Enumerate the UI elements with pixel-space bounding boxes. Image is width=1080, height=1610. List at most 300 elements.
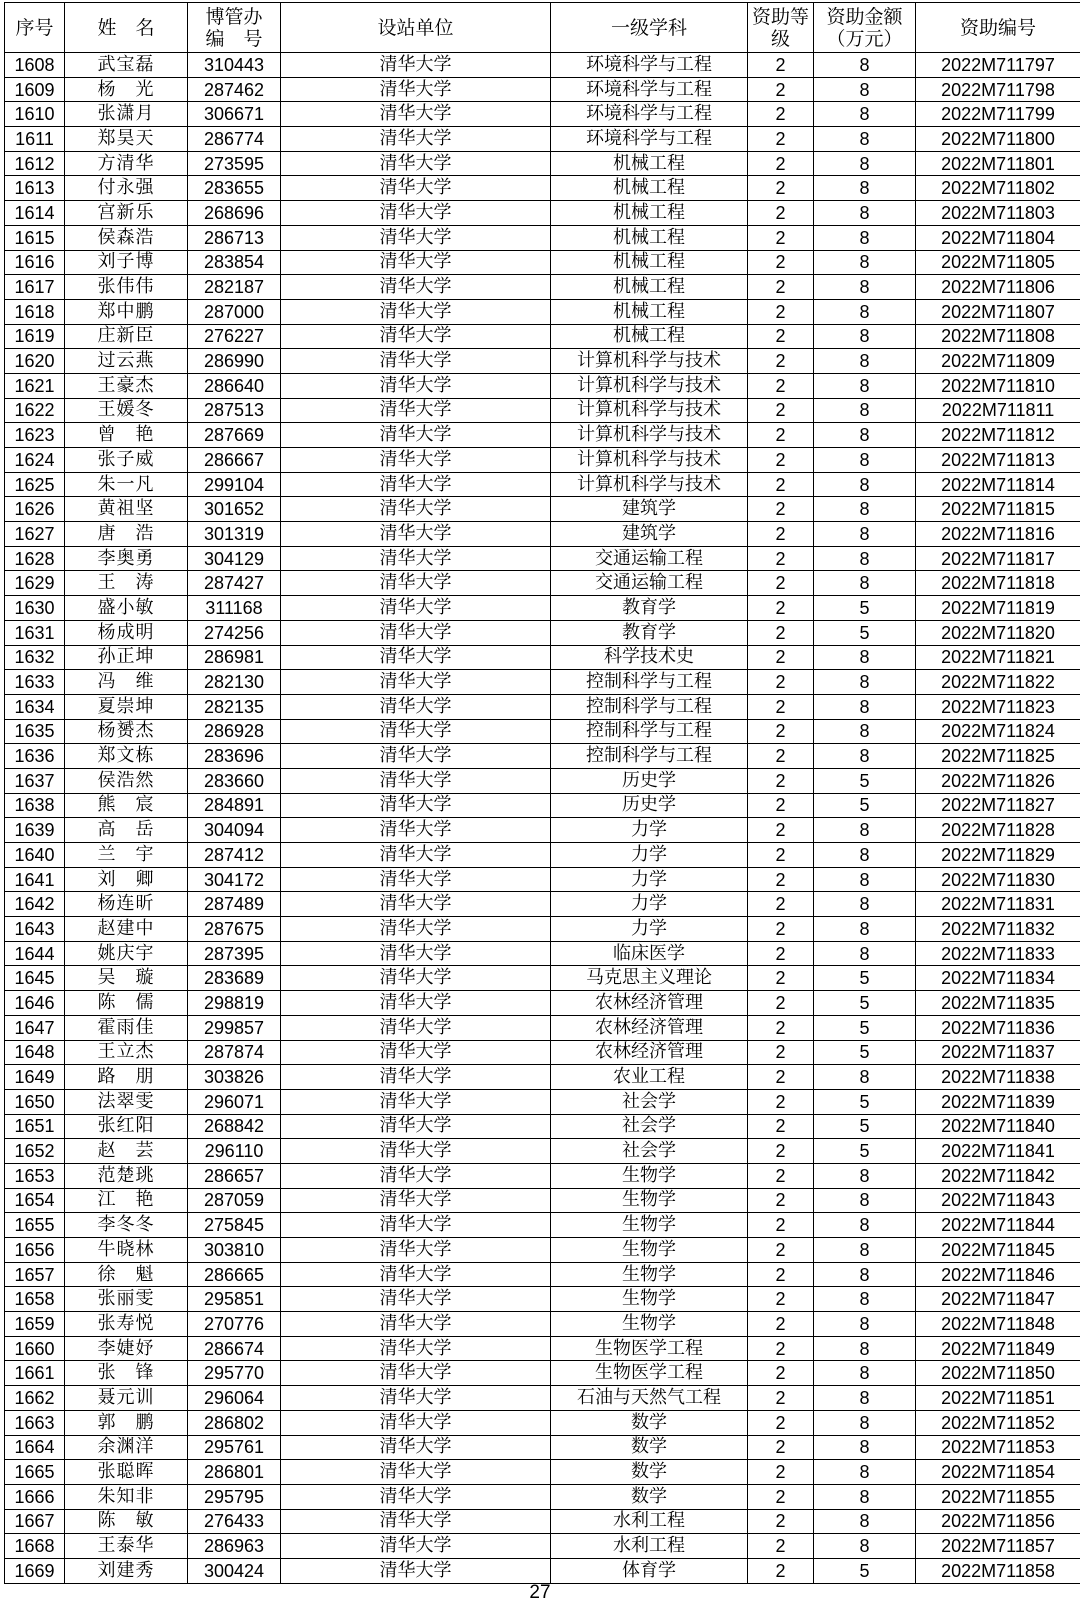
cell-grant-no: 2022M711836: [916, 1015, 1080, 1040]
cell-level: 2: [748, 1163, 814, 1188]
cell-grant-no: 2022M711801: [916, 151, 1080, 176]
cell-code: 268842: [188, 1114, 281, 1139]
cell-seq: 1617: [5, 275, 65, 300]
cell-grant-no: 2022M711842: [916, 1163, 1080, 1188]
cell-code: 287675: [188, 917, 281, 942]
cell-name: 赵 芸: [65, 1139, 188, 1164]
cell-level: 2: [748, 744, 814, 769]
cell-unit: 清华大学: [281, 1163, 551, 1188]
cell-subject: 机械工程: [551, 275, 748, 300]
table-row: [5, 1015, 1080, 1040]
cell-level: 2: [748, 1361, 814, 1386]
cell-name: 余渊洋: [65, 1435, 188, 1460]
table-row: [5, 1089, 1080, 1114]
table-row: [5, 793, 1080, 818]
cell-grant-no: 2022M711816: [916, 522, 1080, 547]
cell-unit: 清华大学: [281, 1410, 551, 1435]
cell-level: 2: [748, 1386, 814, 1411]
cell-level: 2: [748, 373, 814, 398]
cell-amount: 8: [814, 1336, 916, 1361]
cell-name: 侯森浩: [65, 225, 188, 250]
cell-level: 2: [748, 917, 814, 942]
cell-grant-no: 2022M711799: [916, 102, 1080, 127]
cell-amount: 8: [814, 151, 916, 176]
cell-seq: 1642: [5, 892, 65, 917]
cell-amount: 5: [814, 1015, 916, 1040]
cell-subject: 数学: [551, 1410, 748, 1435]
cell-seq: 1623: [5, 423, 65, 448]
cell-subject: 生物学: [551, 1163, 748, 1188]
cell-subject: 机械工程: [551, 225, 748, 250]
table-row: [5, 670, 1080, 695]
cell-name: 吴 璇: [65, 966, 188, 991]
cell-level: 2: [748, 719, 814, 744]
table-row: [5, 596, 1080, 621]
cell-amount: 8: [814, 398, 916, 423]
cell-amount: 8: [814, 892, 916, 917]
cell-code: 287000: [188, 299, 281, 324]
cell-level: 2: [748, 1484, 814, 1509]
cell-code: 286640: [188, 373, 281, 398]
cell-name: 朱知非: [65, 1484, 188, 1509]
cell-code: 268696: [188, 201, 281, 226]
cell-seq: 1668: [5, 1534, 65, 1559]
cell-unit: 清华大学: [281, 966, 551, 991]
cell-unit: 清华大学: [281, 917, 551, 942]
cell-subject: 教育学: [551, 596, 748, 621]
cell-grant-no: 2022M711823: [916, 694, 1080, 719]
cell-subject: 数学: [551, 1435, 748, 1460]
cell-code: 310443: [188, 53, 281, 78]
cell-amount: 5: [814, 793, 916, 818]
cell-amount: 8: [814, 843, 916, 868]
cell-grant-no: 2022M711807: [916, 299, 1080, 324]
cell-unit: 清华大学: [281, 1287, 551, 1312]
cell-unit: 清华大学: [281, 596, 551, 621]
header-name: 姓 名: [65, 3, 188, 53]
cell-subject: 环境科学与工程: [551, 127, 748, 152]
cell-seq: 1620: [5, 349, 65, 374]
table-row: [5, 1460, 1080, 1485]
cell-subject: 交通运输工程: [551, 571, 748, 596]
cell-seq: 1611: [5, 127, 65, 152]
table-row: [5, 299, 1080, 324]
cell-unit: 清华大学: [281, 151, 551, 176]
cell-unit: 清华大学: [281, 1015, 551, 1040]
grant-table: [4, 2, 1080, 1584]
cell-grant-no: 2022M711819: [916, 596, 1080, 621]
cell-name: 陈 儒: [65, 991, 188, 1016]
cell-seq: 1658: [5, 1287, 65, 1312]
cell-level: 2: [748, 1188, 814, 1213]
cell-unit: 清华大学: [281, 1213, 551, 1238]
cell-subject: 环境科学与工程: [551, 77, 748, 102]
cell-level: 2: [748, 991, 814, 1016]
cell-seq: 1651: [5, 1114, 65, 1139]
table-row: [5, 1312, 1080, 1337]
cell-code: 283696: [188, 744, 281, 769]
cell-name: 聂元训: [65, 1386, 188, 1411]
cell-unit: 清华大学: [281, 1484, 551, 1509]
cell-name: 王豪杰: [65, 373, 188, 398]
cell-unit: 清华大学: [281, 768, 551, 793]
header-grant-no: 资助编号: [916, 3, 1080, 53]
table-row: [5, 423, 1080, 448]
table-row: [5, 744, 1080, 769]
cell-name: 法翠雯: [65, 1089, 188, 1114]
cell-unit: 清华大学: [281, 892, 551, 917]
cell-seq: 1669: [5, 1558, 65, 1583]
cell-seq: 1650: [5, 1089, 65, 1114]
cell-code: 299857: [188, 1015, 281, 1040]
cell-code: 304129: [188, 546, 281, 571]
cell-name: 夏崇坤: [65, 694, 188, 719]
cell-amount: 8: [814, 349, 916, 374]
cell-grant-no: 2022M711830: [916, 867, 1080, 892]
cell-seq: 1612: [5, 151, 65, 176]
cell-unit: 清华大学: [281, 1509, 551, 1534]
cell-seq: 1624: [5, 448, 65, 473]
cell-subject: 机械工程: [551, 176, 748, 201]
cell-level: 2: [748, 176, 814, 201]
cell-level: 2: [748, 1312, 814, 1337]
cell-grant-no: 2022M711841: [916, 1139, 1080, 1164]
cell-seq: 1618: [5, 299, 65, 324]
cell-subject: 科学技术史: [551, 645, 748, 670]
cell-unit: 清华大学: [281, 77, 551, 102]
cell-level: 2: [748, 1262, 814, 1287]
cell-subject: 计算机科学与技术: [551, 448, 748, 473]
cell-code: 286713: [188, 225, 281, 250]
cell-subject: 控制科学与工程: [551, 719, 748, 744]
cell-amount: 8: [814, 53, 916, 78]
cell-amount: 8: [814, 1534, 916, 1559]
cell-level: 2: [748, 1114, 814, 1139]
header-subject: 一级学科: [551, 3, 748, 53]
table-body: [5, 53, 1080, 1584]
cell-subject: 机械工程: [551, 201, 748, 226]
cell-code: 282135: [188, 694, 281, 719]
cell-name: 王媛冬: [65, 398, 188, 423]
cell-level: 2: [748, 299, 814, 324]
cell-amount: 5: [814, 596, 916, 621]
cell-grant-no: 2022M711853: [916, 1435, 1080, 1460]
cell-seq: 1656: [5, 1238, 65, 1263]
cell-subject: 历史学: [551, 768, 748, 793]
cell-subject: 生物医学工程: [551, 1361, 748, 1386]
table-row: [5, 1435, 1080, 1460]
cell-unit: 清华大学: [281, 1534, 551, 1559]
cell-name: 刘建秀: [65, 1558, 188, 1583]
cell-grant-no: 2022M711827: [916, 793, 1080, 818]
cell-subject: 农业工程: [551, 1065, 748, 1090]
cell-grant-no: 2022M711803: [916, 201, 1080, 226]
cell-subject: 生物学: [551, 1213, 748, 1238]
cell-amount: 8: [814, 941, 916, 966]
cell-grant-no: 2022M711840: [916, 1114, 1080, 1139]
cell-level: 2: [748, 1410, 814, 1435]
table-row: [5, 472, 1080, 497]
cell-grant-no: 2022M711839: [916, 1089, 1080, 1114]
cell-subject: 社会学: [551, 1089, 748, 1114]
cell-unit: 清华大学: [281, 275, 551, 300]
table-row: [5, 966, 1080, 991]
cell-amount: 5: [814, 620, 916, 645]
cell-name: 张子威: [65, 448, 188, 473]
cell-subject: 生物学: [551, 1188, 748, 1213]
cell-code: 282130: [188, 670, 281, 695]
cell-amount: 8: [814, 546, 916, 571]
cell-code: 304094: [188, 818, 281, 843]
cell-seq: 1655: [5, 1213, 65, 1238]
cell-name: 侯浩然: [65, 768, 188, 793]
table-row: [5, 448, 1080, 473]
cell-amount: 8: [814, 522, 916, 547]
table-row: [5, 1361, 1080, 1386]
cell-unit: 清华大学: [281, 1139, 551, 1164]
cell-name: 过云燕: [65, 349, 188, 374]
cell-grant-no: 2022M711814: [916, 472, 1080, 497]
cell-level: 2: [748, 867, 814, 892]
cell-subject: 力学: [551, 843, 748, 868]
cell-code: 287427: [188, 571, 281, 596]
cell-name: 张潇月: [65, 102, 188, 127]
cell-name: 张 锋: [65, 1361, 188, 1386]
cell-code: 286667: [188, 448, 281, 473]
cell-unit: 清华大学: [281, 1558, 551, 1583]
cell-subject: 历史学: [551, 793, 748, 818]
cell-unit: 清华大学: [281, 1361, 551, 1386]
cell-grant-no: 2022M711858: [916, 1558, 1080, 1583]
cell-unit: 清华大学: [281, 1238, 551, 1263]
cell-subject: 交通运输工程: [551, 546, 748, 571]
cell-subject: 环境科学与工程: [551, 53, 748, 78]
cell-grant-no: 2022M711848: [916, 1312, 1080, 1337]
cell-unit: 清华大学: [281, 522, 551, 547]
cell-name: 杨赟杰: [65, 719, 188, 744]
cell-level: 2: [748, 324, 814, 349]
cell-level: 2: [748, 1460, 814, 1485]
cell-unit: 清华大学: [281, 1386, 551, 1411]
cell-level: 2: [748, 201, 814, 226]
table-row: [5, 1040, 1080, 1065]
cell-code: 296071: [188, 1089, 281, 1114]
cell-seq: 1662: [5, 1386, 65, 1411]
cell-seq: 1647: [5, 1015, 65, 1040]
cell-level: 2: [748, 1336, 814, 1361]
cell-code: 300424: [188, 1558, 281, 1583]
cell-amount: 8: [814, 275, 916, 300]
table-row: [5, 127, 1080, 152]
cell-seq: 1610: [5, 102, 65, 127]
table-row: [5, 522, 1080, 547]
cell-name: 徐 魁: [65, 1262, 188, 1287]
table-header: [5, 3, 1080, 53]
cell-level: 2: [748, 349, 814, 374]
cell-level: 2: [748, 966, 814, 991]
table-row: [5, 941, 1080, 966]
cell-level: 2: [748, 472, 814, 497]
cell-seq: 1664: [5, 1435, 65, 1460]
cell-grant-no: 2022M711850: [916, 1361, 1080, 1386]
cell-name: 郭 鹏: [65, 1410, 188, 1435]
cell-code: 306671: [188, 102, 281, 127]
cell-unit: 清华大学: [281, 53, 551, 78]
cell-level: 2: [748, 1534, 814, 1559]
header-level: 资助等 级: [748, 3, 814, 53]
cell-grant-no: 2022M711825: [916, 744, 1080, 769]
cell-code: 270776: [188, 1312, 281, 1337]
cell-subject: 农林经济管理: [551, 1040, 748, 1065]
cell-unit: 清华大学: [281, 349, 551, 374]
cell-code: 286665: [188, 1262, 281, 1287]
cell-unit: 清华大学: [281, 127, 551, 152]
table-row: [5, 1262, 1080, 1287]
cell-seq: 1644: [5, 941, 65, 966]
cell-grant-no: 2022M711805: [916, 250, 1080, 275]
table-row: [5, 1484, 1080, 1509]
cell-name: 郑昊天: [65, 127, 188, 152]
cell-seq: 1648: [5, 1040, 65, 1065]
cell-name: 宫新乐: [65, 201, 188, 226]
cell-code: 304172: [188, 867, 281, 892]
cell-code: 282187: [188, 275, 281, 300]
cell-unit: 清华大学: [281, 843, 551, 868]
cell-grant-no: 2022M711847: [916, 1287, 1080, 1312]
cell-amount: 5: [814, 1558, 916, 1583]
cell-grant-no: 2022M711831: [916, 892, 1080, 917]
cell-unit: 清华大学: [281, 423, 551, 448]
cell-name: 张红阳: [65, 1114, 188, 1139]
cell-subject: 控制科学与工程: [551, 694, 748, 719]
cell-level: 2: [748, 818, 814, 843]
cell-name: 张丽雯: [65, 1287, 188, 1312]
cell-seq: 1638: [5, 793, 65, 818]
cell-level: 2: [748, 1065, 814, 1090]
cell-subject: 建筑学: [551, 522, 748, 547]
cell-amount: 8: [814, 1312, 916, 1337]
cell-seq: 1633: [5, 670, 65, 695]
cell-subject: 生物学: [551, 1312, 748, 1337]
cell-seq: 1643: [5, 917, 65, 942]
cell-grant-no: 2022M711854: [916, 1460, 1080, 1485]
cell-seq: 1667: [5, 1509, 65, 1534]
cell-unit: 清华大学: [281, 1089, 551, 1114]
cell-grant-no: 2022M711813: [916, 448, 1080, 473]
table-row: [5, 620, 1080, 645]
cell-grant-no: 2022M711798: [916, 77, 1080, 102]
cell-name: 李冬冬: [65, 1213, 188, 1238]
cell-name: 牛晓林: [65, 1238, 188, 1263]
cell-seq: 1626: [5, 497, 65, 522]
cell-grant-no: 2022M711815: [916, 497, 1080, 522]
cell-amount: 8: [814, 744, 916, 769]
cell-grant-no: 2022M711833: [916, 941, 1080, 966]
cell-level: 2: [748, 571, 814, 596]
cell-level: 2: [748, 398, 814, 423]
table-row: [5, 225, 1080, 250]
table-row: [5, 53, 1080, 78]
cell-code: 298819: [188, 991, 281, 1016]
cell-grant-no: 2022M711797: [916, 53, 1080, 78]
cell-code: 283689: [188, 966, 281, 991]
cell-code: 296110: [188, 1139, 281, 1164]
cell-amount: 8: [814, 818, 916, 843]
cell-name: 唐 浩: [65, 522, 188, 547]
cell-seq: 1613: [5, 176, 65, 201]
cell-amount: 8: [814, 719, 916, 744]
cell-unit: 清华大学: [281, 102, 551, 127]
cell-grant-no: 2022M711855: [916, 1484, 1080, 1509]
cell-amount: 8: [814, 1163, 916, 1188]
cell-unit: 清华大学: [281, 1262, 551, 1287]
cell-subject: 环境科学与工程: [551, 102, 748, 127]
cell-code: 287669: [188, 423, 281, 448]
cell-level: 2: [748, 1015, 814, 1040]
cell-name: 武宝磊: [65, 53, 188, 78]
cell-amount: 8: [814, 571, 916, 596]
cell-name: 熊 宸: [65, 793, 188, 818]
cell-level: 2: [748, 1509, 814, 1534]
cell-grant-no: 2022M711846: [916, 1262, 1080, 1287]
cell-subject: 计算机科学与技术: [551, 373, 748, 398]
cell-grant-no: 2022M711844: [916, 1213, 1080, 1238]
cell-name: 霍雨佳: [65, 1015, 188, 1040]
cell-name: 兰 宇: [65, 843, 188, 868]
cell-code: 283854: [188, 250, 281, 275]
cell-grant-no: 2022M711808: [916, 324, 1080, 349]
cell-grant-no: 2022M711802: [916, 176, 1080, 201]
cell-name: 庄新臣: [65, 324, 188, 349]
table-row: [5, 867, 1080, 892]
cell-name: 高 岳: [65, 818, 188, 843]
cell-code: 311168: [188, 596, 281, 621]
cell-code: 286774: [188, 127, 281, 152]
cell-amount: 8: [814, 1188, 916, 1213]
cell-amount: 8: [814, 670, 916, 695]
cell-code: 275845: [188, 1213, 281, 1238]
cell-amount: 5: [814, 768, 916, 793]
cell-level: 2: [748, 1040, 814, 1065]
cell-subject: 农林经济管理: [551, 1015, 748, 1040]
cell-seq: 1652: [5, 1139, 65, 1164]
cell-subject: 力学: [551, 867, 748, 892]
table-row: [5, 201, 1080, 226]
cell-level: 2: [748, 275, 814, 300]
cell-subject: 社会学: [551, 1139, 748, 1164]
cell-subject: 农林经济管理: [551, 991, 748, 1016]
cell-grant-no: 2022M711843: [916, 1188, 1080, 1213]
cell-grant-no: 2022M711812: [916, 423, 1080, 448]
cell-level: 2: [748, 522, 814, 547]
cell-amount: 8: [814, 645, 916, 670]
cell-seq: 1616: [5, 250, 65, 275]
cell-code: 299104: [188, 472, 281, 497]
cell-seq: 1660: [5, 1336, 65, 1361]
cell-grant-no: 2022M711834: [916, 966, 1080, 991]
table-row: [5, 719, 1080, 744]
cell-unit: 清华大学: [281, 1336, 551, 1361]
table-row: [5, 102, 1080, 127]
cell-amount: 5: [814, 1040, 916, 1065]
cell-code: 286928: [188, 719, 281, 744]
table-row: [5, 818, 1080, 843]
cell-level: 2: [748, 1139, 814, 1164]
cell-code: 287059: [188, 1188, 281, 1213]
table-row: [5, 349, 1080, 374]
cell-unit: 清华大学: [281, 299, 551, 324]
cell-amount: 5: [814, 966, 916, 991]
